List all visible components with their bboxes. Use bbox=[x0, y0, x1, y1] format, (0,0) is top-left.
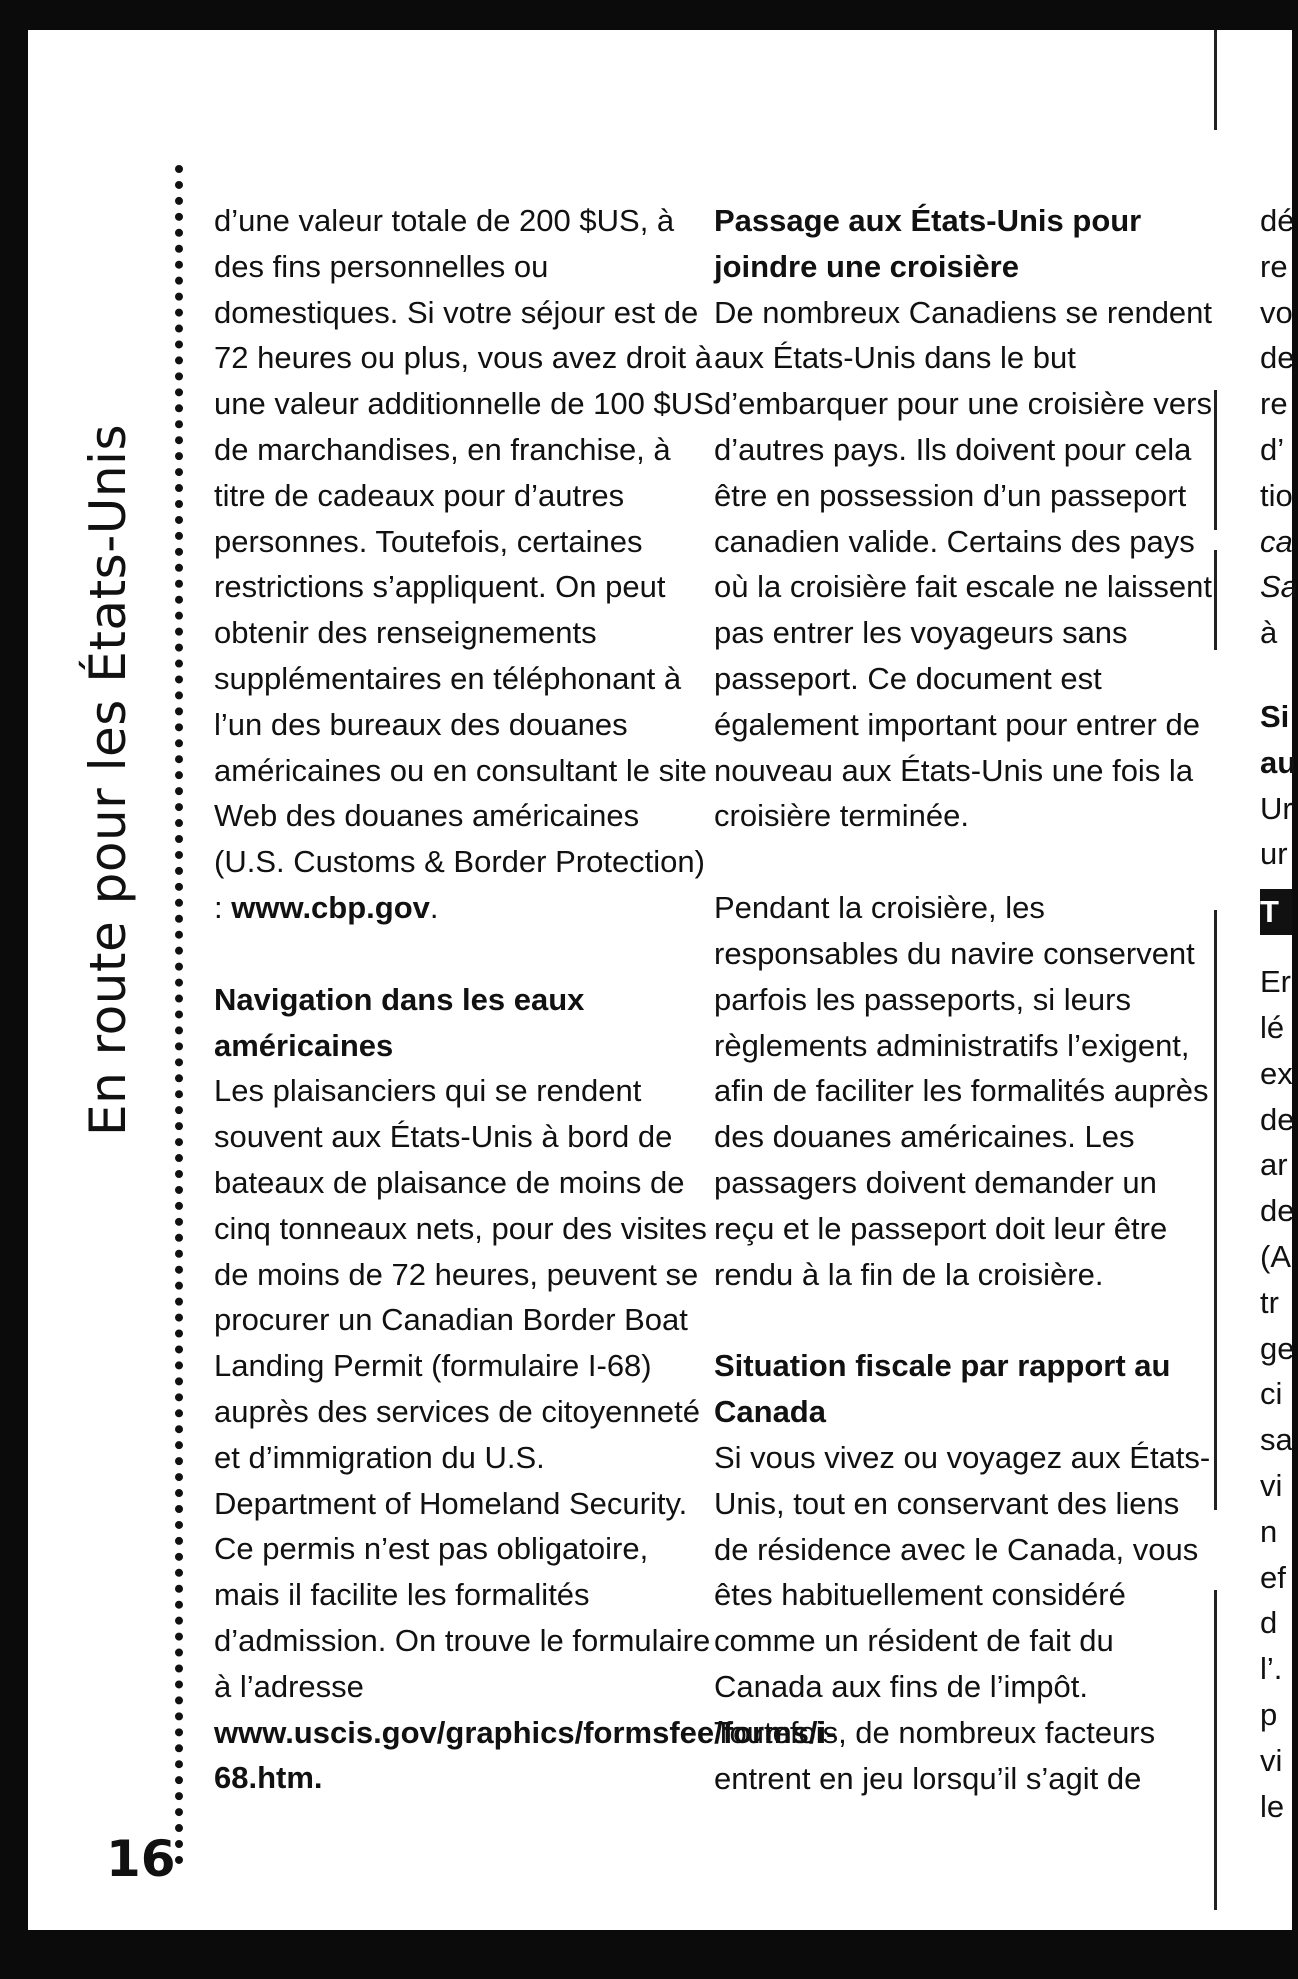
text-fragment: p bbox=[1260, 1696, 1278, 1732]
text-fragment: ca bbox=[1260, 523, 1293, 559]
text-fragment: l’. bbox=[1260, 1651, 1283, 1687]
paragraph-text: d’une valeur totale de 200 $US, à des fins personnelles ou domestiques. Si votre séjour est de 72 heures ou plus, vous avez droit à une valeur additionnelle de 100 $US de marchandises, en franchise, à titre de cadeaux pour d’autres personnes. Toutefois, certaines restrictions s’appliquent. On peut obtenir des renseignements supplémentaires en téléphonant à l’un des bureaux des douanes américaines ou en consultant le site Web des douanes américaines (U.S. Customs & Border Protection) : bbox=[214, 203, 714, 925]
paragraph-cruise: De nombreux Canadiens se rendent aux États-Unis dans le but d’embarquer pour une croisière vers d’autres pays. Ils doivent pour cela être en possession d’un passeport canadien valide. Certains des pays où la croisière fait escale ne laissent pas entrer les voyageurs sans passeport. Ce document est également important pour entrer de nouveau aux États-Unis une fois la croisière terminée. bbox=[714, 294, 1213, 834]
text-fragment: de bbox=[1260, 340, 1295, 376]
text-fragment: à bbox=[1260, 615, 1278, 651]
text-fragment: Sa bbox=[1260, 569, 1298, 605]
page-number: 16 bbox=[106, 1830, 176, 1888]
heading-navigation: Navigation dans les eaux américaines bbox=[214, 981, 585, 1063]
text-fragment: vo bbox=[1260, 294, 1293, 330]
right-column-cut-off bbox=[1260, 198, 1298, 1829]
column-divider-5 bbox=[1214, 1590, 1217, 1910]
text-fragment: vi bbox=[1260, 1467, 1283, 1503]
column-divider-2 bbox=[1214, 390, 1217, 530]
section-badge: T bbox=[1260, 889, 1292, 935]
punctuation: . bbox=[429, 889, 439, 925]
spacer bbox=[1260, 656, 1292, 694]
text-fragment: re bbox=[1260, 248, 1288, 284]
paragraph-duty-free bbox=[214, 198, 714, 931]
paragraph-text: Les plaisanciers qui se rendent souvent aux États-Unis à bord de bateaux de plaisance de moins de cinq tonneaux nets, pour des visites de moins de 72 heures, peuvent se procurer un Canadian Border Boat Landing Permit (formulaire I-68) auprès des services de citoyenneté et d’immigration du U.S. Department of Homeland Security. Ce permis n’est pas obligatoire, mais il facilite les formalités d’admission. On trouve le formulaire à l’adresse bbox=[214, 1073, 711, 1704]
scan-border-top bbox=[0, 0, 1292, 30]
uscis-link[interactable]: www.uscis.gov/graphics/formsfee/forms/i-68.htm. bbox=[214, 1714, 837, 1796]
paragraph-navigation bbox=[214, 1068, 837, 1801]
cbp-link[interactable]: www.cbp.gov bbox=[231, 889, 430, 925]
dotted-margin-rule bbox=[175, 165, 183, 1865]
text-fragment: ur bbox=[1260, 836, 1288, 872]
text-fragment: Si bbox=[1260, 698, 1290, 734]
paragraph-cruise-passports: Pendant la croisière, les responsables du navire conservent parfois les passeports, si leurs règlements administratifs l’exigent, afin de faciliter les formalités auprès des douanes américaines. Les passagers doivent demander un reçu et le passeport doit leur être rendu à la fin de la croisière. bbox=[714, 890, 1209, 1292]
text-fragment: Er bbox=[1260, 964, 1291, 1000]
left-column bbox=[214, 198, 837, 1847]
heading-cruise: Passage aux États-Unis pour joindre une croisière bbox=[714, 203, 1142, 284]
text-fragment: ge bbox=[1260, 1330, 1295, 1366]
text-fragment: ci bbox=[1260, 1376, 1283, 1412]
text-fragment: d bbox=[1260, 1605, 1278, 1641]
heading-tax-status: Situation fiscale par rapport au Canada bbox=[714, 1348, 1171, 1430]
scan-border-bottom bbox=[0, 1930, 1292, 1979]
column-divider-3 bbox=[1214, 550, 1217, 650]
text-fragment: (A bbox=[1260, 1238, 1291, 1274]
column-divider-1 bbox=[1214, 30, 1217, 130]
text-fragment: de bbox=[1260, 1193, 1295, 1229]
middle-column bbox=[714, 198, 1214, 1847]
text-fragment: sa bbox=[1260, 1422, 1293, 1458]
text-fragment: re bbox=[1260, 386, 1288, 422]
text-fragment: n bbox=[1260, 1513, 1278, 1549]
text-fragment: ar bbox=[1260, 1147, 1288, 1183]
text-fragment: ef bbox=[1260, 1559, 1286, 1595]
running-header bbox=[28, 30, 188, 1136]
text-fragment: tr bbox=[1260, 1284, 1279, 1320]
paragraph-tax-status: Si vous vivez ou voyagez aux États-Unis, tout en conservant des liens de résidence avec le Canada, vous êtes habituellement considéré comme un résident de fait du Canada aux fins de l’impôt. Toutefois, de nombreux facteurs entrent en jeu lorsqu’il s’agit de bbox=[714, 1439, 1211, 1796]
text-fragment: ex bbox=[1260, 1055, 1293, 1091]
document-page bbox=[28, 30, 1298, 1930]
running-header-title: En route pour les États-Unis bbox=[79, 424, 137, 1136]
text-fragment: tio bbox=[1260, 477, 1293, 513]
text-fragment: d’ bbox=[1260, 431, 1285, 467]
text-fragment: Ur bbox=[1260, 790, 1293, 826]
text-fragment: au bbox=[1260, 744, 1297, 780]
text-fragment: le bbox=[1260, 1788, 1285, 1824]
column-divider-4 bbox=[1214, 910, 1217, 1510]
text-fragment: dé bbox=[1260, 203, 1295, 238]
text-fragment: lé bbox=[1260, 1009, 1285, 1045]
text-fragment: de bbox=[1260, 1101, 1295, 1137]
text-fragment: vi bbox=[1260, 1742, 1283, 1778]
